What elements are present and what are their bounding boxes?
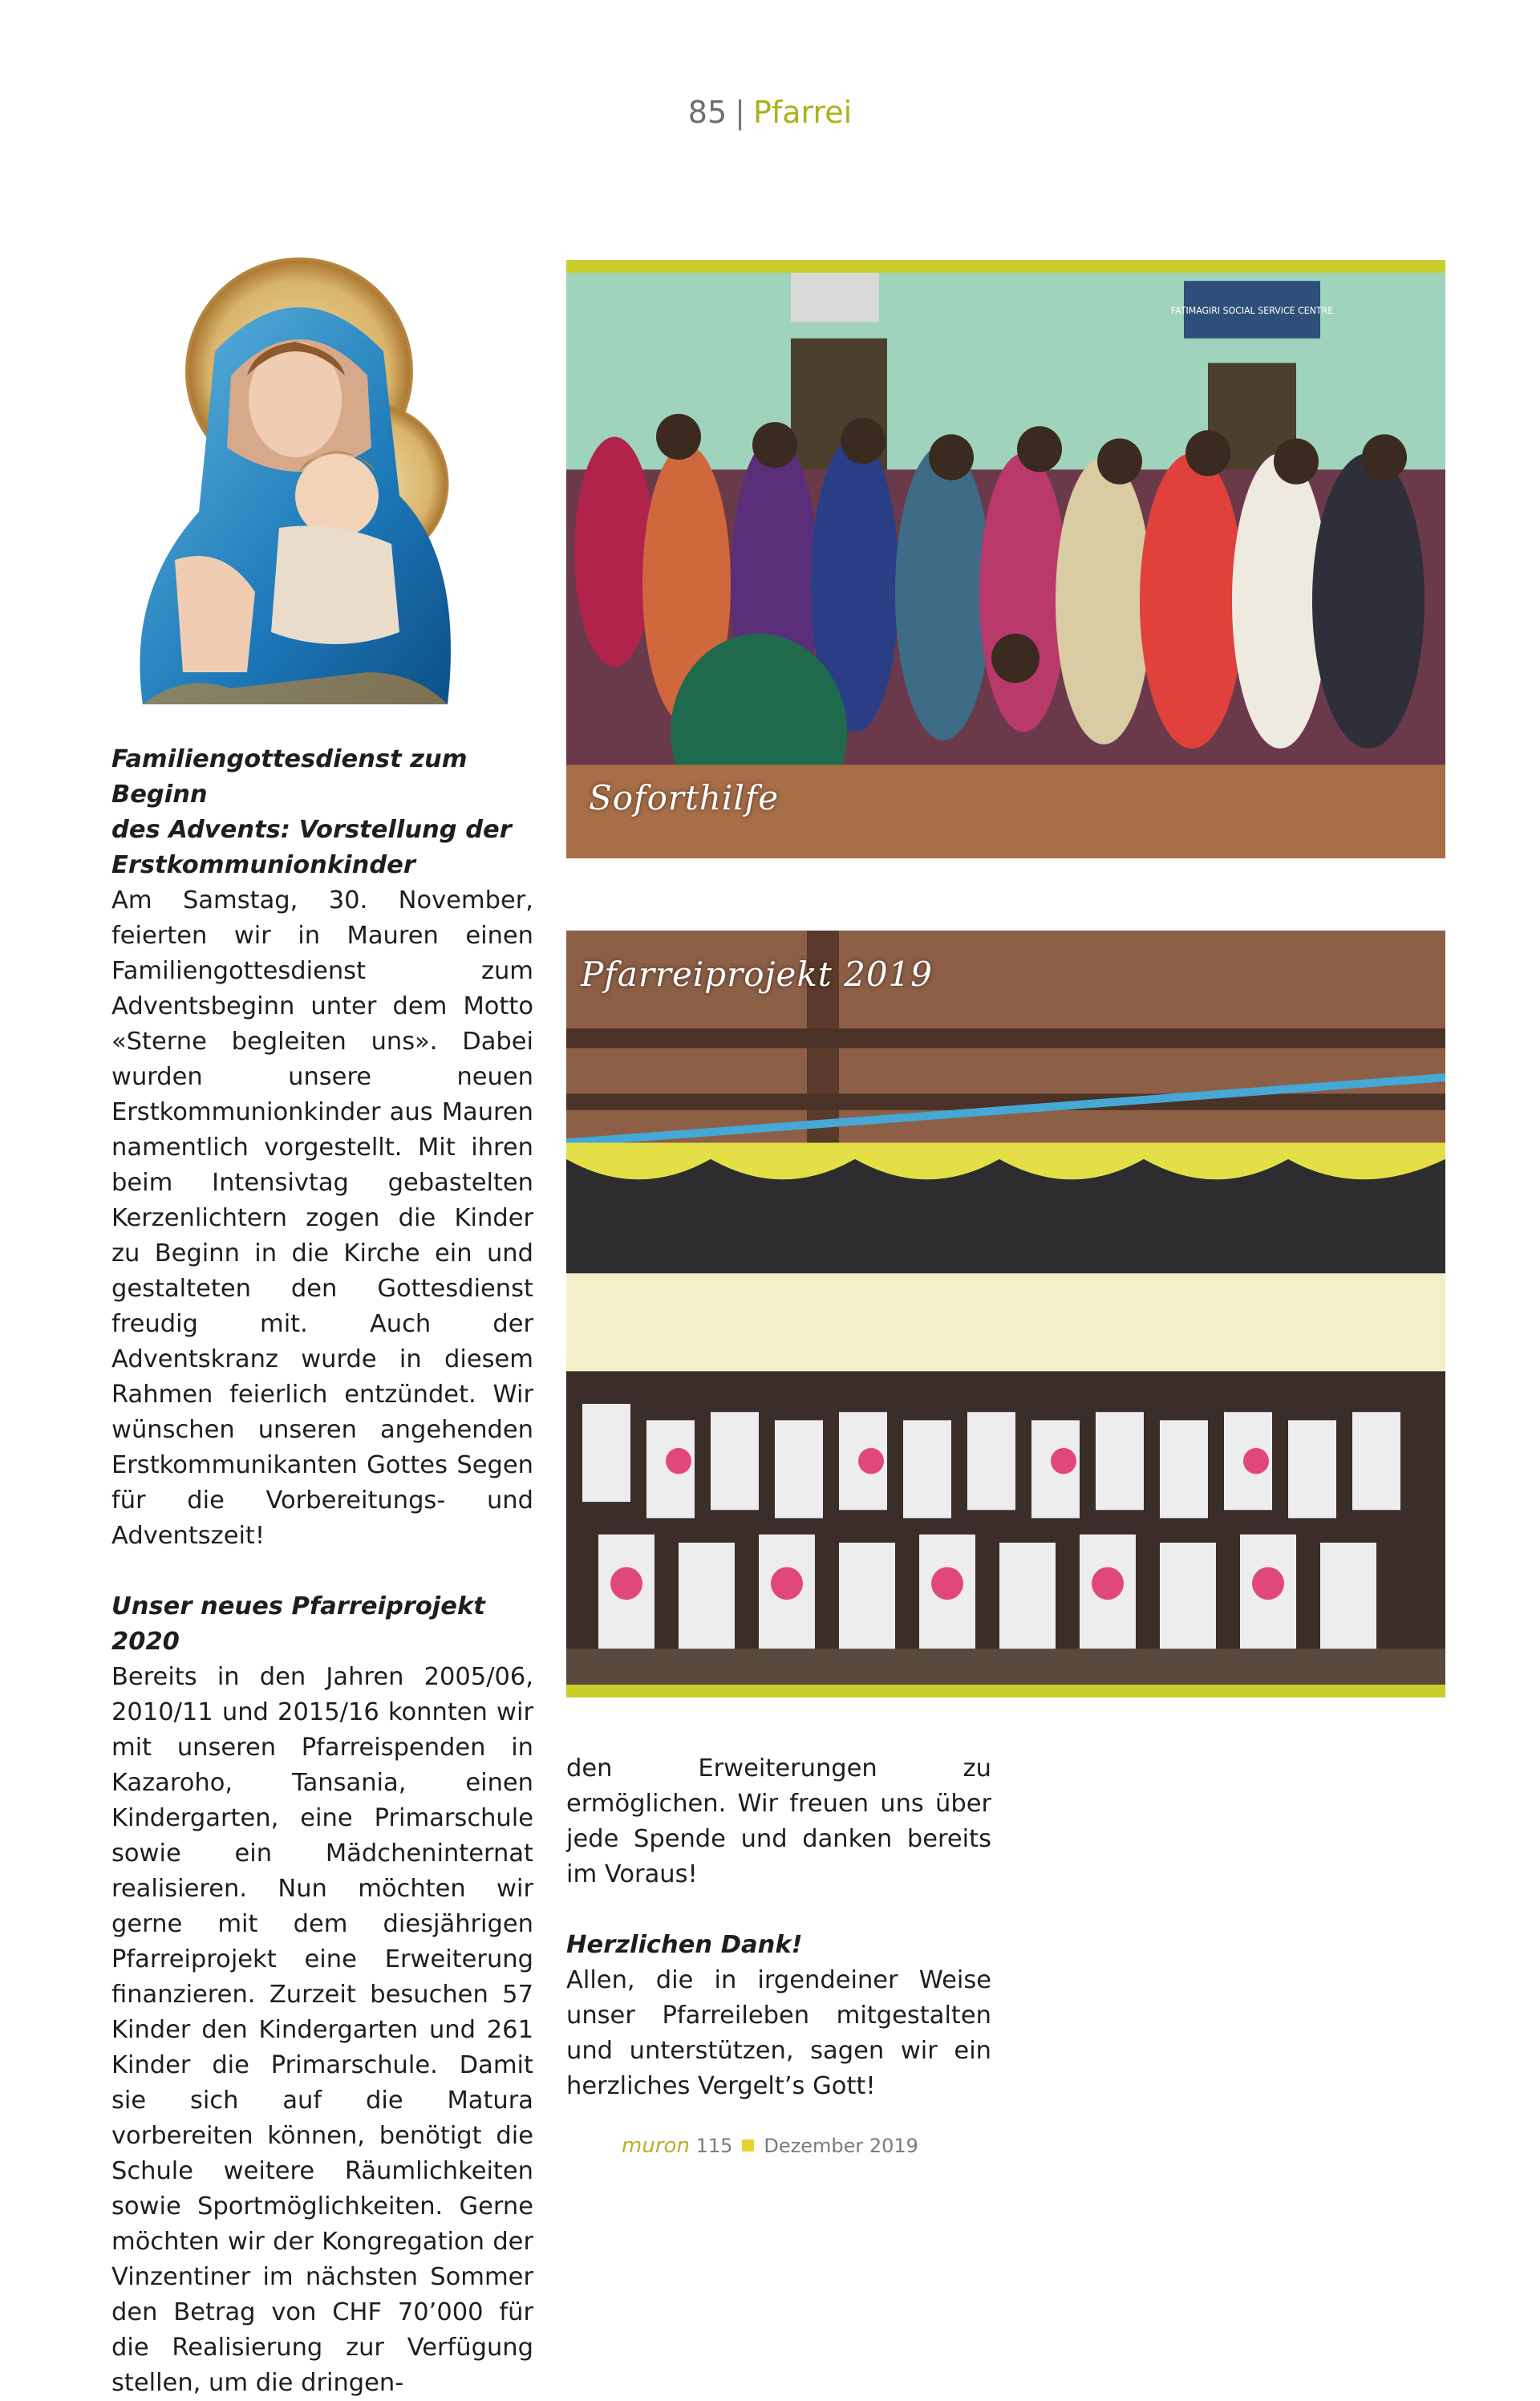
relief-photo xyxy=(566,260,1445,858)
project-article-body-left: Bereits in den Jahren 2005/06, 2010/11 und 2015/16 konnten wir mit unseren Pfarreispenden in Kazaroho, Tansania, einen Kindergarten, eine Primarschule sowie ein Mädcheninternat realisieren. Nun möchten wir gerne mit dem diesjährigen Pfarreiprojekt eine Erweiterung finanzieren. Zurzeit besuchen 57 Kinder den Kindergarten und 261 Kinder die Primarschule. Damit sie sich auf die Matura vorbereiten können, benötigt die Schule weitere Räumlichkeiten sowie Sportmöglichkeiten. Gerne möchten wir der Kongregation der Vinzentiner im nächsten Sommer den Betrag von CHF 70’000 für die Realisierung zur Verfügung stellen, um die dringen- xyxy=(111,1663,533,2397)
madonna-illustration xyxy=(127,255,472,716)
advent-article-title xyxy=(111,742,533,883)
project-article-title: Unser neues Pfarreiprojekt 2020 xyxy=(111,1592,485,1656)
advent-title-line-2: des Advents: Vorstellung der xyxy=(111,816,512,844)
page-footer xyxy=(0,2134,1540,2158)
header-separator: | xyxy=(735,95,745,130)
footer-square-icon xyxy=(742,2139,754,2152)
page-number: 85 xyxy=(687,95,727,130)
footer-brand: muron xyxy=(622,2134,690,2158)
page-header xyxy=(0,95,1540,130)
section-title: Pfarrei xyxy=(752,95,853,130)
advent-title-line-3: Erstkommunionkinder xyxy=(111,851,415,879)
footer-issue: 115 xyxy=(695,2135,733,2157)
thanks-article-body: Allen, die in irgendeiner Weise unser Pfarreileben mitgestalten und unterstützen, sagen wir ein herzliches Vergelt’s Gott! xyxy=(566,1966,991,2100)
photo-caption-pfarreiprojekt: Pfarreiprojekt 2019 xyxy=(581,955,933,994)
right-column xyxy=(566,1751,991,2104)
advent-article-body: Am Samstag, 30. November, feierten wir in Mauren einen Familiengottesdienst zum Adventsbeginn unter dem Motto «Sterne begleiten uns». Dabei wurden unsere neuen Erstkommunionkinder aus Mauren namentlich vorgestellt. Mit ihren beim Intensivtag gebastelten Kerzenlichtern zogen die Kinder zu Beginn in die Kirche ein und gestalteten den Gottesdienst freudig mit. Auch der Adventskranz wurde in diesem Rahmen feierlich entzündet. Wir wünschen unseren angehenden Erstkommunikanten Gottes Segen für die Vorbereitungs- und Adventszeit! xyxy=(111,886,533,1550)
photo-caption-soforthilfe: Soforthilfe xyxy=(589,778,780,817)
thanks-article-title: Herzlichen Dank! xyxy=(566,1931,803,1959)
advent-title-line-1: Familiengottesdienst zum Beginn xyxy=(111,745,468,809)
project-photo xyxy=(566,931,1445,1697)
sign-text: FATIMAGIRI SOCIAL SERVICE CENTRE xyxy=(1170,306,1334,317)
project-article-body-right: den Erweiterungen zu ermöglichen. Wir freuen uns über jede Spende und danken bereits im Voraus! xyxy=(566,1754,991,1888)
footer-date: Dezember 2019 xyxy=(764,2135,918,2157)
